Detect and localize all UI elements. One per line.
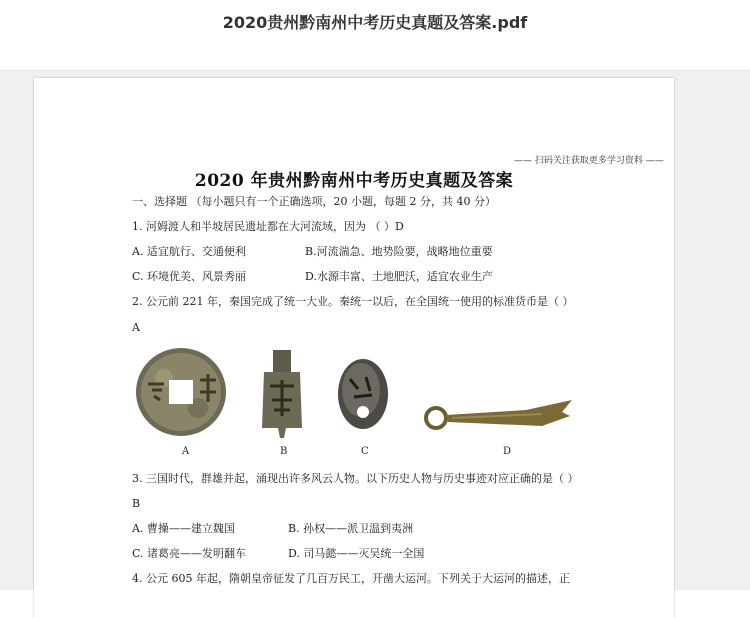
knife-coin-icon	[422, 398, 574, 436]
q2-answer: A	[132, 321, 140, 334]
coin-label-c: C	[361, 446, 369, 457]
coin-label-b: B	[280, 446, 288, 457]
q3-option-c: C. 诸葛亮——发明翻车	[132, 547, 247, 560]
q3-option-b: B. 孙权——派卫温到夷洲	[288, 522, 414, 535]
q3-option-d: D. 司马懿——灭吴统一全国	[288, 547, 425, 560]
promo-banner: —— 扫码关注获取更多学习资料 ——	[514, 156, 664, 166]
exam-title: 2020 年贵州黔南州中考历史真题及答案	[194, 171, 514, 191]
q3-stem: 3. 三国时代，群雄并起，涌现出许多风云人物。以下历史人物与历史事迹对应正确的是（ ）	[132, 472, 579, 485]
document-file-name: 2020贵州黔南州中考历史真题及答案.pdf	[222, 13, 528, 32]
pdf-viewer-area[interactable]	[0, 71, 750, 590]
coin-label-d: D	[503, 446, 512, 457]
spade-coin-icon	[256, 350, 308, 440]
q3-option-a: A. 曹操——建立魏国	[132, 522, 235, 535]
coin-label-a: A	[182, 446, 190, 457]
q3-answer: B	[132, 497, 141, 510]
section-heading: 一、选择题 （每小题只有一个正确选项，20 小题，每题 2 分，共 40 分）	[132, 195, 496, 208]
q1-option-d: D.水源丰富、土地肥沃，适宜农业生产	[305, 270, 493, 283]
ban-liang-coin-icon	[134, 346, 229, 438]
q1-stem: 1. 河姆渡人和半坡居民遗址都在大河流域，因为 （ ）D	[132, 220, 404, 233]
q4-stem: 4. 公元 605 年起，隋朝皇帝征发了几百万民工，开凿大运河。下列关于大运河的描述，正	[132, 572, 570, 585]
viewer-header	[0, 0, 750, 71]
pdf-page	[34, 78, 674, 618]
q1-option-a: A. 适宜航行、交通便利	[132, 245, 246, 258]
q1-option-c: C. 环境优美、风景秀丽	[132, 270, 247, 283]
q2-stem: 2. 公元前 221 年，秦国完成了统一大业。秦统一以后，在全国统一使用的标准货币是（ ）	[132, 295, 574, 308]
ant-nose-coin-icon	[336, 357, 391, 432]
q1-option-b: B.河流湍急、地势险要，战略地位重要	[305, 245, 493, 258]
